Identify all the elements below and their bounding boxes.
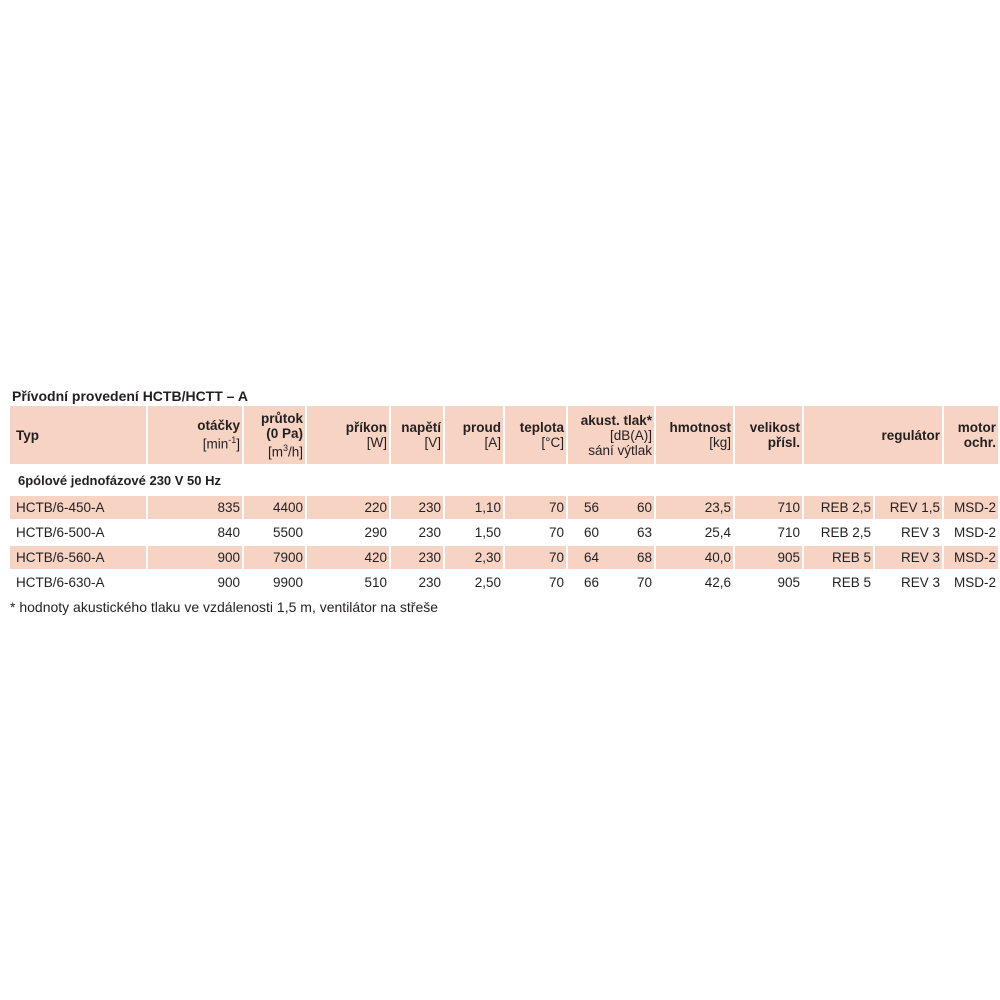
cell-typ: HCTB/6-450-A (10, 496, 147, 520)
cell-teplota: 70 (504, 496, 567, 520)
cell-typ: HCTB/6-560-A (10, 545, 147, 570)
cell-motor: MSD-2 (943, 570, 998, 595)
cell-motor: MSD-2 (943, 520, 998, 545)
table-row (10, 570, 998, 595)
cell-otacky: 900 (147, 545, 243, 570)
header-proud: proud [A] (444, 406, 504, 464)
group-row (10, 464, 998, 496)
header-teplota: teplota [°C] (504, 406, 567, 464)
header-row (10, 406, 998, 464)
header-motor: motor ochr. (943, 406, 998, 464)
cell-velikost: 905 (734, 570, 803, 595)
cell-proud: 2,30 (444, 545, 504, 570)
cell-prikon: 510 (306, 570, 390, 595)
cell-vytlak: 63 (636, 525, 652, 540)
cell-prutok: 5500 (243, 520, 306, 545)
cell-prikon: 420 (306, 545, 390, 570)
cell-akust (567, 570, 655, 595)
cell-hmotnost: 23,5 (655, 496, 734, 520)
cell-hmotnost: 25,4 (655, 520, 734, 545)
cell-typ: HCTB/6-630-A (10, 570, 147, 595)
cell-regulator-rev: REV 3 (874, 520, 943, 545)
cell-regulator-rev: REV 3 (874, 570, 943, 595)
cell-sani: 60 (584, 525, 600, 540)
cell-proud: 2,50 (444, 570, 504, 595)
cell-prutok: 9900 (243, 570, 306, 595)
cell-napeti: 230 (390, 545, 444, 570)
cell-napeti: 230 (390, 570, 444, 595)
cell-regulator-reb: REB 5 (803, 545, 874, 570)
cell-typ: HCTB/6-500-A (10, 520, 147, 545)
cell-otacky: 840 (147, 520, 243, 545)
header-napeti: napětí [V] (390, 406, 444, 464)
cell-prikon: 290 (306, 520, 390, 545)
spec-table (10, 406, 998, 596)
cell-hmotnost: 42,6 (655, 570, 734, 595)
product-table-section (10, 386, 997, 618)
header-regulator: regulátor (803, 406, 943, 464)
header-prutok: průtok (0 Pa) $[m^3/h]$ (243, 406, 306, 464)
cell-sani: 64 (584, 550, 600, 565)
cell-napeti: 230 (390, 496, 444, 520)
cell-velikost: 905 (734, 545, 803, 570)
table-row (10, 545, 998, 570)
cell-teplota: 70 (504, 570, 567, 595)
cell-otacky: 900 (147, 570, 243, 595)
cell-regulator-reb: REB 5 (803, 570, 874, 595)
cell-motor: MSD-2 (943, 545, 998, 570)
table-row (10, 496, 998, 520)
header-akust-tlak: akust. tlak* [dB(A)] sání výtlak (567, 406, 655, 464)
cell-regulator-rev: REV 1,5 (874, 496, 943, 520)
table-title: Přívodní provedení HCTB/HCTT – A (12, 388, 248, 404)
cell-teplota: 70 (504, 545, 567, 570)
header-typ: Typ (10, 406, 147, 464)
cell-akust (567, 545, 655, 570)
cell-velikost: 710 (734, 520, 803, 545)
cell-vytlak: 70 (636, 575, 652, 590)
cell-napeti: 230 (390, 520, 444, 545)
cell-regulator-rev: REV 3 (874, 545, 943, 570)
table-row (10, 520, 998, 545)
header-hmotnost: hmotnost [kg] (655, 406, 734, 464)
cell-regulator-reb: REB 2,5 (803, 496, 874, 520)
cell-prikon: 220 (306, 496, 390, 520)
cell-hmotnost: 40,0 (655, 545, 734, 570)
footnote: * hodnoty akustického tlaku ve vzdálenosti 1,5 m, ventilátor na střeše (10, 599, 439, 615)
cell-prutok: 7900 (243, 545, 306, 570)
group-label: 6pólové jednofázové 230 V 50 Hz (18, 472, 222, 488)
cell-prutok: 4400 (243, 496, 306, 520)
cell-velikost: 710 (734, 496, 803, 520)
cell-motor: MSD-2 (943, 496, 998, 520)
cell-akust (567, 496, 655, 520)
cell-proud: 1,50 (444, 520, 504, 545)
cell-sani: 56 (584, 500, 600, 515)
cell-otacky: 835 (147, 496, 243, 520)
cell-sani: 66 (584, 575, 600, 590)
cell-vytlak: 68 (636, 550, 652, 565)
header-velikost: velikost přísl. (734, 406, 803, 464)
cell-vytlak: 60 (636, 500, 652, 515)
cell-akust (567, 520, 655, 545)
cell-teplota: 70 (504, 520, 567, 545)
cell-proud: 1,10 (444, 496, 504, 520)
header-otacky: otáčky $[\min^{-1}]$ (147, 406, 243, 464)
cell-regulator-reb: REB 2,5 (803, 520, 874, 545)
header-prikon: příkon [W] (306, 406, 390, 464)
